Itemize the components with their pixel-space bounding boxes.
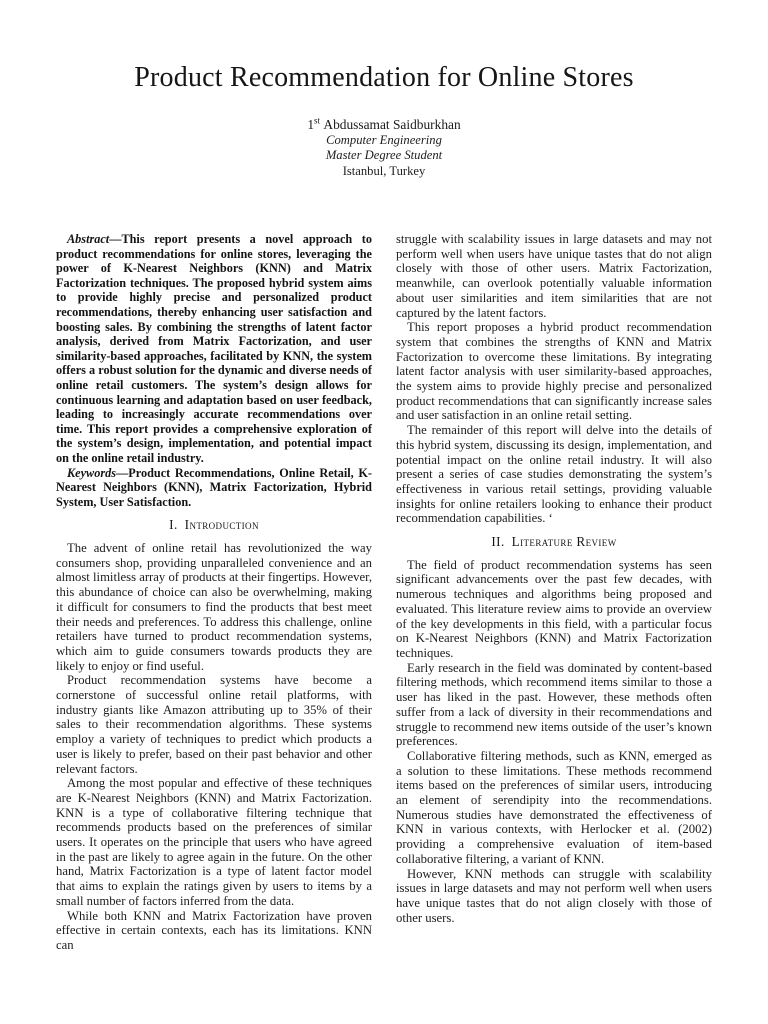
section-heading-literature-review: [396, 535, 712, 550]
right-column: [396, 232, 712, 953]
section-title-literature-review: Literature Review: [511, 534, 617, 550]
abstract-text: —This report presents a novel approach to product recommendations for online stores, leveraging the power of K-Nearest Neighbors (KNN) and Matrix Factorization techniques. The proposed hybrid system aims to provide highly precise and personalized product recommendations, thereby enhancing user satisfaction and boosting sales. By combining the strengths of latent factor analysis, derived from Matrix Factorization, and user similarity-based approaches, facilitated by KNN, the system offers a robust solution for the dynamic and diverse needs of online retail customers. The system’s design allows for continuous learning and adaptation based on user feedback, leading to increasingly accurate recommendations over time. This report provides a comprehensive exploration of the system’s design, implementation, and potential impact on the online retail industry.: [56, 232, 372, 465]
abstract-paragraph: [56, 232, 372, 466]
left-column: [56, 232, 372, 953]
author-role: Master Degree Student: [325, 148, 443, 162]
literature-paragraph-1: The field of product recommendation systems has seen significant advancements over the past few decades, with numerous techniques and algorithms being proposed and evaluated. This literature review aims to provide an overview of the key developments in this field, with a particular focus on K-Nearest Neighbors (KNN) and Matrix Factorization techniques.: [396, 557, 712, 660]
abstract-label: Abstract: [67, 232, 110, 246]
hybrid-proposal-paragraph: This report proposes a hybrid product recommendation system that combines the strengths of KNN and Matrix Factorization to overcome these limitations. By integrating latent factor analysis with user similarity-based approaches, the system aims to provide highly precise and personalized product recommendations that can significantly increase sales and user satisfaction in an online retail setting.: [396, 320, 712, 423]
author-location: Istanbul, Turkey: [342, 163, 426, 178]
section-heading-introduction: [56, 518, 372, 533]
literature-paragraph-3: Collaborative filtering methods, such as KNN, emerged as a solution to these limitations. These methods recommend items based on the preferences of similar users, introducing an element of serendipity into the recommendations. Numerous studies have demonstrated the effectiveness of KNN in various contexts, with Herlocker et al. (2002) providing a comprehensive evaluation of item-based collaborative filtering, a variant of KNN.: [396, 748, 712, 866]
author-order: 1: [307, 117, 315, 132]
paper-title: Product Recommendation for Online Stores: [134, 62, 634, 93]
literature-paragraph-2: Early research in the field was dominated by content-based filtering methods, which recommend items similar to those a user has liked in the past. However, these methods often suffer from a lack of diversity in their recommendations and struggle to recommend new items outside of the user’s known preferences.: [396, 660, 712, 749]
author-department: Computer Engineering: [326, 132, 442, 147]
intro-paragraph-4: While both KNN and Matrix Factorization have proven effective in certain contexts, each has its limitations. KNN can: [56, 908, 372, 952]
intro-paragraph-1: The advent of online retail has revolutionized the way consumers shop, providing unparalleled convenience and an almost limitless array of products at their fingertips. However, this abundance of choice can also be overwhelming, making it difficult for consumers to find the products that best meet their needs and preferences. To address this challenge, online retailers have turned to product recommendation systems, which aim to guide consumers towards products they are likely to enjoy or find useful.: [56, 540, 372, 673]
author-ordinal: st: [314, 115, 321, 126]
keywords-text: —Product Recommendations, Online Retail, K-Nearest Neighbors (KNN), Matrix Factorization, Hybrid System, User Satisfaction.: [56, 465, 372, 509]
intro-continuation-paragraph: struggle with scalability issues in large datasets and may not perform well when users have unique tastes that do not align closely with those of other users. Matrix Factorization, meanwhile, can overlook potentially valuable information about user similarities and item similarities that are not captured by the latent factors.: [396, 232, 712, 320]
keywords-paragraph: [56, 466, 372, 510]
two-column-layout: [0, 232, 768, 953]
intro-paragraph-3: Among the most popular and effective of these techniques are K-Nearest Neighbors (KNN) and Matrix Factorization. KNN is a type of collaborative filtering technique that recommends products based on the preferences of similar users. It operates on the principle that users who have agreed in the past are likely to agree again in the future. On the other hand, Matrix Factorization is a type of latent factor model that aims to explain the ratings given by users to items by a small number of factors inferred from the data.: [56, 776, 372, 908]
section-number-literature-review: II.: [491, 534, 505, 550]
section-title-introduction: Introduction: [184, 517, 259, 533]
author-fullname: Abdussamat Saidburkhan: [323, 117, 461, 132]
author-name-line: [0, 117, 768, 133]
section-number-introduction: I.: [169, 517, 178, 533]
intro-paragraph-2: Product recommendation systems have become a cornerstone of successful online retail platforms, with industry giants like Amazon attributing up to 35% of their sales to their recommendation algorithms. These systems employ a variety of techniques to predict which products a user is likely to prefer, based on their past behavior and other relevant factors.: [56, 673, 372, 776]
literature-paragraph-4: However, KNN methods can struggle with scalability issues in large datasets and may not perform well when users have unique tastes that do not align closely with those of other users.: [396, 866, 712, 925]
author-block: [0, 117, 768, 179]
report-outline-paragraph: The remainder of this report will delve into the details of this hybrid system, discussing its design, implementation, and potential impact on the online retail industry. It will also present a series of case studies demonstrating the system’s effectiveness in various retail settings, providing valuable insights for online retailers looking to enhance their product recommendation capabilities. ‘: [396, 423, 712, 526]
keywords-label: Keywords: [67, 465, 116, 480]
